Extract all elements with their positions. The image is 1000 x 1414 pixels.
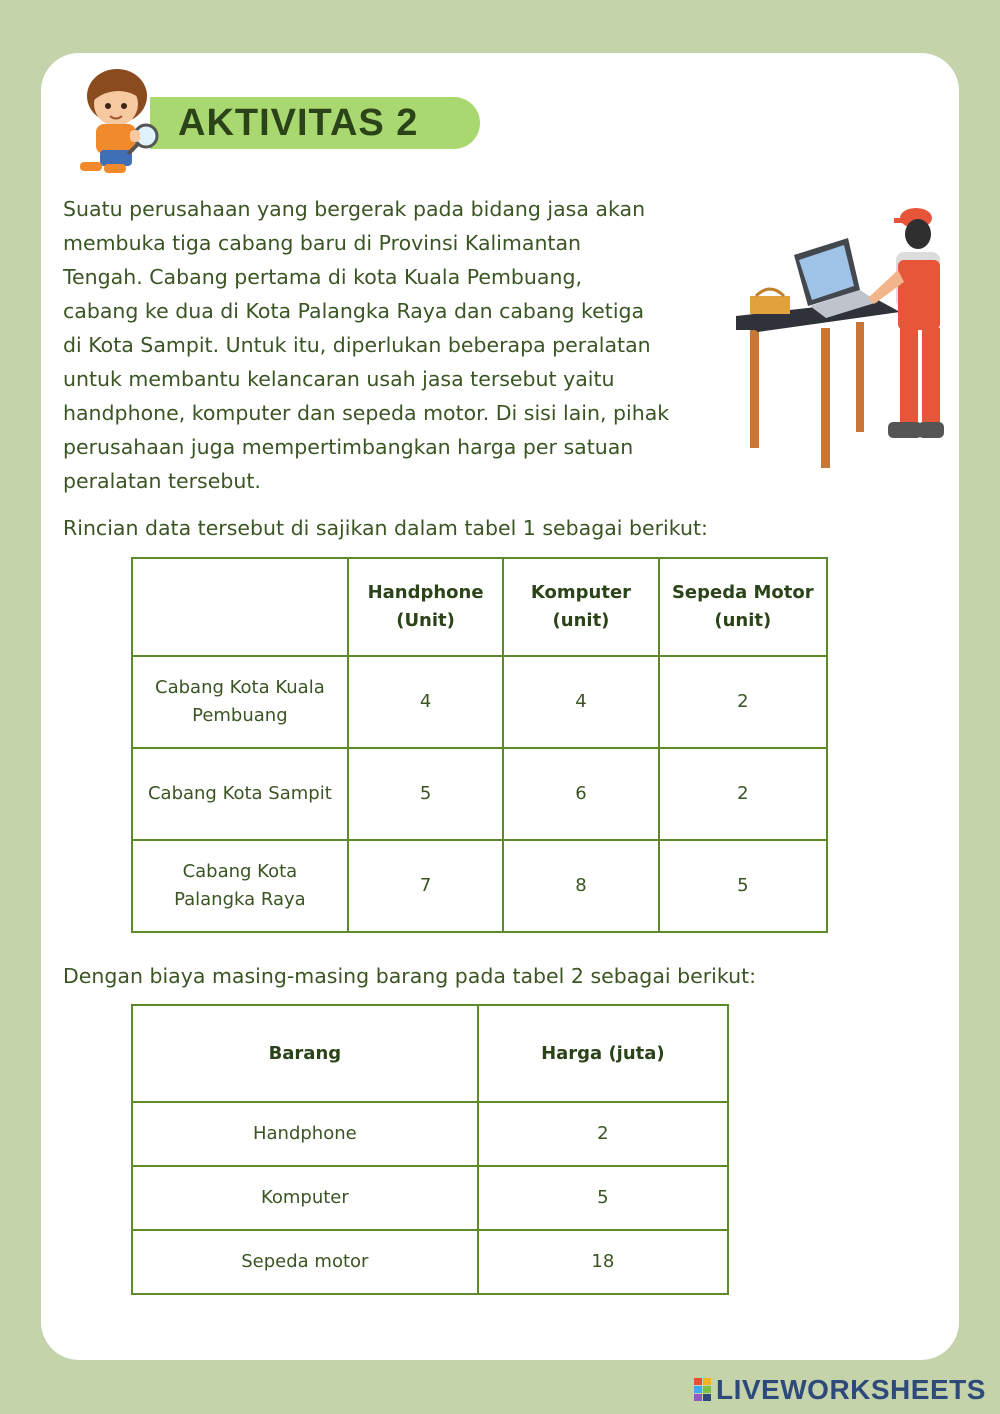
table1-caption: Rincian data tersebut di sajikan dalam tabel 1 sebagai berikut: (63, 516, 708, 540)
intro-line: untuk membantu kelancaran usah jasa tersebut yaitu (63, 367, 615, 391)
intro-line: peralatan tersebut. (63, 469, 261, 493)
table1-cell: 6 (503, 748, 658, 840)
table2-cell: Sepeda motor (132, 1230, 478, 1294)
table1-cell: 5 (348, 748, 504, 840)
table-row (132, 1166, 728, 1230)
table1-header-cell: Sepeda Motor (unit) (659, 558, 827, 656)
technician-illustration (728, 200, 953, 470)
table1-cell: 4 (503, 656, 658, 748)
intro-line: perusahaan juga mempertimbangkan harga per satuan (63, 435, 634, 459)
table1-header-row (132, 558, 827, 656)
table2-header-cell: Barang (132, 1005, 478, 1102)
kid-magnifier-illustration (70, 66, 165, 178)
table1-cell: 7 (348, 840, 504, 932)
table1-header-cell: Komputer (unit) (503, 558, 658, 656)
table1-cell: Cabang Kota Sampit (132, 748, 348, 840)
table2-header-cell: Harga (juta) (478, 1005, 728, 1102)
intro-line: handphone, komputer dan sepeda motor. Di sisi lain, pihak (63, 401, 670, 425)
table1-cell: 2 (659, 748, 827, 840)
table2-caption: Dengan biaya masing-masing barang pada tabel 2 sebagai berikut: (63, 964, 757, 988)
table2-cell: Komputer (132, 1166, 478, 1230)
liveworksheets-watermark (694, 1375, 986, 1405)
table1-header-cell (132, 558, 348, 656)
table1-header-cell: Handphone (Unit) (348, 558, 504, 656)
table2-cell: 18 (478, 1230, 728, 1294)
intro-line: membuka tiga cabang baru di Provinsi Kalimantan (63, 231, 582, 255)
table2 (131, 1004, 729, 1295)
table1-cell: 4 (348, 656, 504, 748)
table-row (132, 1102, 728, 1166)
table1-cell: 5 (659, 840, 827, 932)
table-row (132, 656, 827, 748)
intro-line: di Kota Sampit. Untuk itu, diperlukan beberapa peralatan (63, 333, 651, 357)
table2-cell: 2 (478, 1102, 728, 1166)
table1-cell: Cabang Kota Kuala Pembuang (132, 656, 348, 748)
intro-line: cabang ke dua di Kota Palangka Raya dan cabang ketiga (63, 299, 645, 323)
watermark-text: LIVEWORKSHEETS (716, 1374, 986, 1405)
intro-paragraph (63, 192, 753, 498)
table2-cell: Handphone (132, 1102, 478, 1166)
liveworksheets-logo-icon (694, 1378, 712, 1402)
table-row (132, 1230, 728, 1294)
table1-cell: 8 (503, 840, 658, 932)
activity-title: AKTIVITAS 2 (178, 102, 419, 144)
table1-cell: Cabang Kota Palangka Raya (132, 840, 348, 932)
table1 (131, 557, 828, 933)
table1-cell: 2 (659, 656, 827, 748)
intro-line: Tengah. Cabang pertama di kota Kuala Pembuang, (63, 265, 582, 289)
table2-cell: 5 (478, 1166, 728, 1230)
table-row (132, 840, 827, 932)
table-row (132, 748, 827, 840)
table2-header-row (132, 1005, 728, 1102)
intro-line: Suatu perusahaan yang bergerak pada bidang jasa akan (63, 197, 646, 221)
